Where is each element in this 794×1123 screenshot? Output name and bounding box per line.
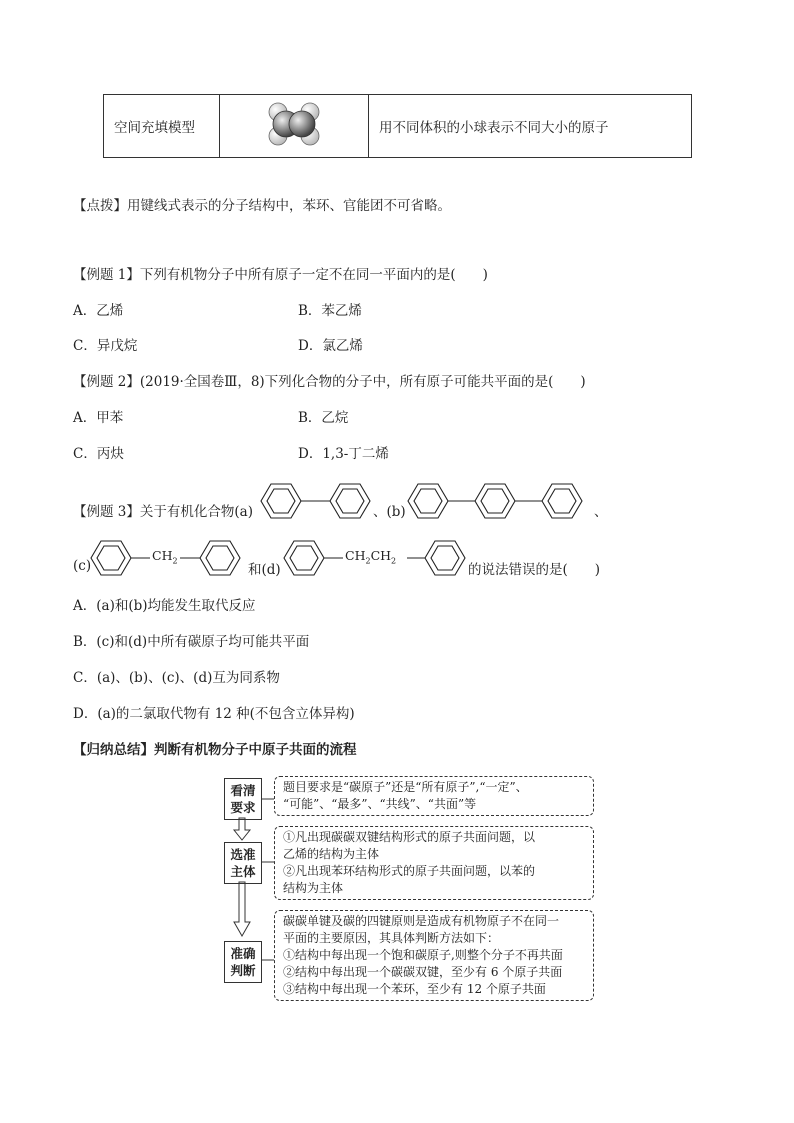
terphenyl-structure	[405, 481, 595, 521]
example3-sep-end: 、	[594, 504, 608, 520]
example3-option-b: B．(c)和(d)中所有碳原子均可能共平面	[73, 634, 310, 650]
example1-option-c: C．异戊烷	[73, 338, 138, 354]
example1-option-b: B．苯乙烯	[298, 303, 362, 319]
model-desc-cell: 用不同体积的小球表示不同大小的原子	[369, 95, 692, 158]
tip-text: 【点拨】用键线式表示的分子结构中，苯环、官能团不可省略。	[73, 198, 451, 214]
flow-box-3: 碳碳单键及碳的四键原则是造成有机物原子不在同一 平面的主要原因，其具体判断方法如下： ①结构中每出现一个饱和碳原子,则整个分子不再共面 ②结构中每出现一个碳碳双键，至少有 6 个原子共面 ③结构中每出现一个苯环，至少有 12 个原子共面	[274, 910, 594, 1001]
model-name-cell: 空间充填模型	[104, 95, 220, 158]
example2-option-c: C．丙炔	[73, 446, 124, 462]
model-table	[103, 94, 692, 158]
example1-option-a: A．乙烯	[73, 303, 124, 319]
flow-step-3: 准确判断	[224, 941, 262, 983]
summary-title: 【归纳总结】判断有机物分子中原子共面的流程	[73, 742, 357, 758]
flow-step-2: 选准主体	[224, 842, 262, 884]
example2-option-a: A．甲苯	[73, 410, 124, 426]
example3-and-d: 和(d)	[248, 562, 281, 578]
example3-option-a: A．(a)和(b)均能发生取代反应	[73, 598, 256, 614]
example2-option-b: B．乙烷	[298, 410, 349, 426]
example3-option-c: C．(a)、(b)、(c)、(d)互为同系物	[73, 670, 280, 686]
space-filling-model-image	[220, 95, 369, 158]
example1-stem: 【例题 1】下列有机物分子中所有原子一定不在同一平面内的是( )	[73, 267, 488, 283]
example1-option-d: D．氯乙烯	[298, 338, 363, 354]
example2-stem: 【例题 2】(2019·全国卷Ⅲ，8)下列化合物的分子中，所有原子可能共平面的是( )	[73, 374, 586, 390]
flow-box-1: 题目要求是“碳原子”还是“所有原子”,“一定”、 “可能”、“最多”、“共线”、“共面”等	[274, 776, 594, 816]
flow-step-1: 看清要求	[224, 778, 262, 820]
example3-option-d: D．(a)的二氯取代物有 12 种(不包含立体异构)	[73, 706, 355, 722]
example2-option-d: D．1,3-丁二烯	[298, 446, 389, 462]
example3-c-label: (c)	[73, 558, 92, 574]
ch2-label: $CH_2$	[152, 548, 178, 566]
example3-tail: 的说法错误的是( )	[468, 562, 601, 578]
example3-stem: 【例题 3】关于有机化合物(a)	[73, 504, 253, 520]
biphenyl-structure	[258, 481, 374, 521]
ch2ch2-label: $CH_2CH_2$	[345, 548, 397, 566]
flow-box-2: ①凡出现碳碳双键结构形式的原子共面问题，以 乙烯的结构为主体 ②凡出现苯环结构形式的原子共面问题，以苯的 结构为主体	[274, 826, 594, 900]
example3-sep-b: 、(b)	[373, 504, 406, 520]
